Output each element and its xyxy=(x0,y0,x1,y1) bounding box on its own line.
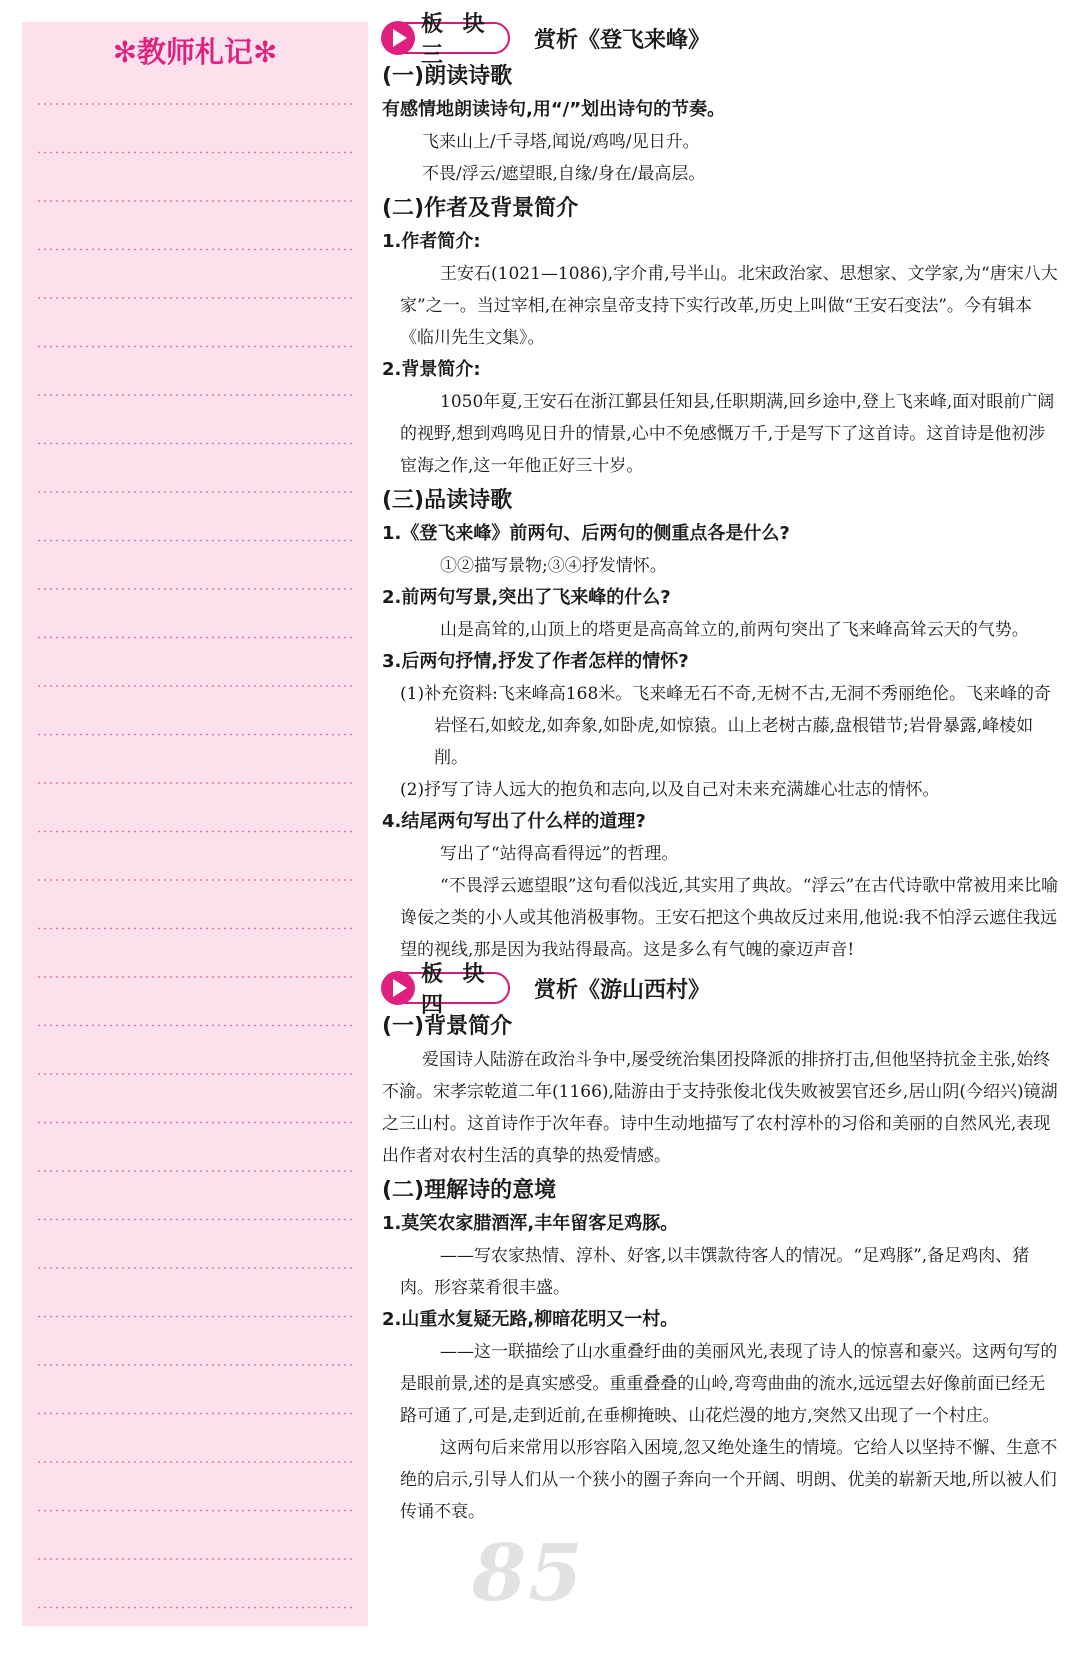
poem-line: 飞来山上/千寻塔,闻说/鸡鸣/见日升。 xyxy=(422,132,700,152)
answer: ——写农家热情、淳朴、好客,以丰馔款待客人的情况。“足鸡豚”,备足鸡肉、猪肉。形容菜肴很丰盛。 xyxy=(400,1246,1030,1298)
teacher-notes-panel xyxy=(22,22,368,1626)
subheading: (一)朗读诗歌 xyxy=(382,64,513,89)
teacher-notes-title: ✻教师札记✻ xyxy=(112,35,278,69)
question: 3.后两句抒情,抒发了作者怎样的情怀? xyxy=(382,651,689,672)
subheading: (二)理解诗的意境 xyxy=(382,1178,557,1203)
paragraph: 王安石(1021—1086),字介甫,号半山。北宋政治家、思想家、文学家,为“唐宋八大家”之一。当过宰相,在神宗皇帝支持下实行改革,历史上叫做“王安石变法”。今有辑本《临川先生文集》。 xyxy=(400,264,1058,348)
play-icon xyxy=(381,21,415,55)
answer: 写出了“站得高看得远”的哲理。 xyxy=(440,844,679,864)
section-header-4 xyxy=(382,962,1060,1018)
answer: “不畏浮云遮望眼”这句看似浅近,其实用了典故。“浮云”在古代诗歌中常被用来比喻谗佞之类的小人或其他消极事物。王安石把这个典故反过来用,他说:我不怕浮云遮住我远望的视线,那是因为我站得最高。这是多么有气魄的豪迈声音! xyxy=(400,876,1059,960)
badge-label: 板 块 四 xyxy=(421,962,491,1018)
paragraph: 爱国诗人陆游在政治斗争中,屡受统治集团投降派的排挤打击,但他坚持抗金主张,始终不渝。宋孝宗乾道二年(1166),陆游由于支持张俊北伐失败被罢官还乡,居山阴(今绍兴)镜湖之三山村。这首诗作于次年春。诗中生动地描写了农村淳朴的习俗和美丽的自然风光,表现出作者对农村生活的真挚的热爱情感。 xyxy=(382,1050,1058,1166)
question: 2.背景简介: xyxy=(382,359,481,380)
section-title: 赏析《游山西村》 xyxy=(534,977,711,1003)
section-badge xyxy=(382,12,510,68)
question: 2.前两句写景,突出了飞来峰的什么? xyxy=(382,587,671,608)
section-header-3 xyxy=(382,12,1060,68)
question: 1.莫笑农家腊酒浑,丰年留客足鸡豚。 xyxy=(382,1213,679,1234)
section-title: 赏析《登飞来峰》 xyxy=(534,27,711,53)
subheading: (三)品读诗歌 xyxy=(382,488,513,513)
subheading: (二)作者及背景简介 xyxy=(382,196,579,221)
answer: ①②描写景物;③④抒发情怀。 xyxy=(440,556,667,576)
question: 有感情地朗读诗句,用“/”划出诗句的节奏。 xyxy=(382,99,726,120)
answer: (2)抒写了诗人远大的抱负和志向,以及自己对未来充满雄心壮志的情怀。 xyxy=(400,780,940,800)
paragraph: 1050年夏,王安石在浙江鄞县任知县,任职期满,回乡途中,登上飞来峰,面对眼前广阔的视野,想到鸡鸣见日升的情景,心中不免感慨万千,于是写下了这首诗。这首诗是他初涉宦海之作,这一年他正好三十岁。 xyxy=(400,392,1055,476)
note-lines xyxy=(22,22,368,1626)
badge-label: 板 块 三 xyxy=(421,12,491,68)
answer: 山是高耸的,山顶上的塔更是高高耸立的,前两句突出了飞来峰高耸云天的气势。 xyxy=(440,620,1029,640)
question: 4.结尾两句写出了什么样的道理? xyxy=(382,811,646,832)
question: 1.作者简介: xyxy=(382,231,481,252)
question: 1.《登飞来峰》前两句、后两句的侧重点各是什么? xyxy=(382,523,790,544)
subheading: (一)背景简介 xyxy=(382,1014,513,1039)
page-number: 85 xyxy=(472,1528,585,1619)
question: 2.山重水复疑无路,柳暗花明又一村。 xyxy=(382,1309,679,1330)
answer: ——这一联描绘了山水重叠纡曲的美丽风光,表现了诗人的惊喜和豪兴。这两句写的是眼前景,述的是真实感受。重重叠叠的山岭,弯弯曲曲的流水,远远望去好像前面已经无路可通了,可是,走到近前,在垂柳掩映、山花烂漫的地方,突然又出现了一个村庄。 xyxy=(400,1342,1058,1426)
main-content xyxy=(382,12,1060,1528)
answer: 这两句后来常用以形容陷入困境,忽又绝处逢生的情境。它给人以坚持不懈、生意不绝的启示,引导人们从一个狭小的圈子奔向一个开阔、明朗、优美的崭新天地,所以被人们传诵不衰。 xyxy=(400,1438,1058,1522)
answer: (1)补充资料:飞来峰高168米。飞来峰无石不奇,无树不古,无洞不秀丽绝伦。飞来峰的奇岩怪石,如蛟龙,如奔象,如卧虎,如惊猿。山上老树古藤,盘根错节;岩骨暴露,峰棱如削。 xyxy=(400,684,1052,768)
poem-line: 不畏/浮云/遮望眼,自缘/身在/最高层。 xyxy=(422,164,706,184)
play-icon xyxy=(381,971,415,1005)
section-badge xyxy=(382,962,510,1018)
